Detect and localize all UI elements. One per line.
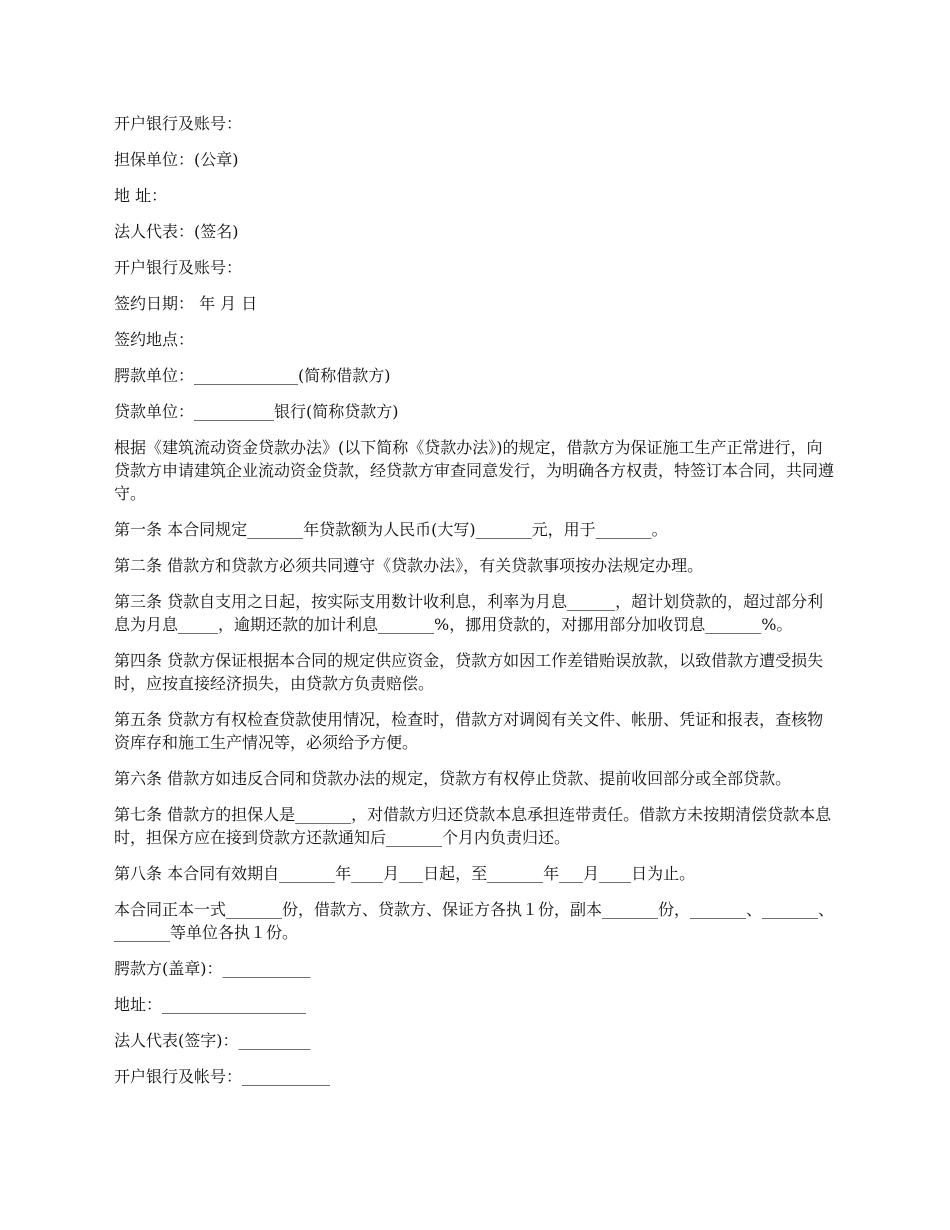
paragraph-preamble: 根据《建筑流动资金贷款办法》(以下简称《贷款办法》)的规定，借款方为保证施工生产正常进行，向贷款方申请建筑企业流动资金贷款，经贷款方审查同意发行，为明确各方权责，特签订本合同，共同遵守。 [114,438,835,503]
paragraph-article-3: 第三条 贷款自支用之日起，按实际支用数计收利息，利率为月息______，超计划贷款的，超过部分利息为月息_____，逾期还款的加计利息_______%，挪用贷款的，对挪用部分加收罚息_______%。 [114,592,824,634]
paragraph-borrower-unit: 腭款单位：_____________(简称借款方) [114,366,391,385]
contract-document [114,112,834,1101]
paragraph-article-7: 第七条 借款方的担保人是_______，对借款方归还贷款本息承担连带责任。借款方未按期清偿贷款本息时，担保方应在接到贷款方还款通知后_______个月内负责归还。 [114,805,832,847]
paragraph-lender-unit: 贷款单位：__________银行(简称贷款方) [114,402,399,421]
paragraph-bank-account-2: 开户银行及账号： [114,258,243,277]
paragraph-article-5: 第五条 贷款方有权检查贷款使用情况，检查时，借款方对调阅有关文件、帐册、凭证和报表，查核物资库存和施工生产情况等，必须给予方便。 [114,710,824,752]
paragraph-guarantor-unit: 担保单位：(公章) [114,150,239,169]
paragraph-address: 地 址： [114,186,168,205]
paragraph-borrower-seal: 腭款方(盖章)：___________ [114,959,311,978]
paragraph-article-4: 第四条 贷款方保证根据本合同的规定供应资金，贷款方如因工作差错贻误放款，以致借款方遭受损失时，应按直接经济损失，由贷款方负责赔偿。 [114,651,824,693]
paragraph-copies: 本合同正本一式_______份，借款方、贷款方、保证方各执１份，副本_______份，_______、_______、_______等单位各执１份。 [114,900,835,942]
paragraph-article-2: 第二条 借款方和贷款方必须共同遵守《贷款办法》，有关贷款事项按办法规定办理。 [114,556,704,575]
paragraph-article-8: 第八条 本合同有效期自_______年____月___日起，至_______年___月____日为止。 [114,864,696,883]
paragraph-signing-date: 签约日期： 年 月 日 [114,294,258,313]
paragraph-borrower-address: 地址：__________________ [114,995,307,1014]
paragraph-legal-representative: 法人代表：(签名) [114,222,239,241]
paragraph-borrower-legal-rep: 法人代表(签字)：_________ [114,1031,311,1050]
paragraph-borrower-bank-account: 开户银行及帐号：___________ [114,1067,331,1086]
paragraph-article-1: 第一条 本合同规定_______年贷款额为人民币(大写)_______元，用于_______。 [114,520,668,539]
paragraph-article-6: 第六条 借款方如违反合同和贷款办法的规定，贷款方有权停止贷款、提前收回部分或全部贷款。 [114,769,792,788]
paragraph-bank-account-1: 开户银行及账号： [114,114,243,133]
paragraph-signing-place: 签约地点： [114,330,195,349]
